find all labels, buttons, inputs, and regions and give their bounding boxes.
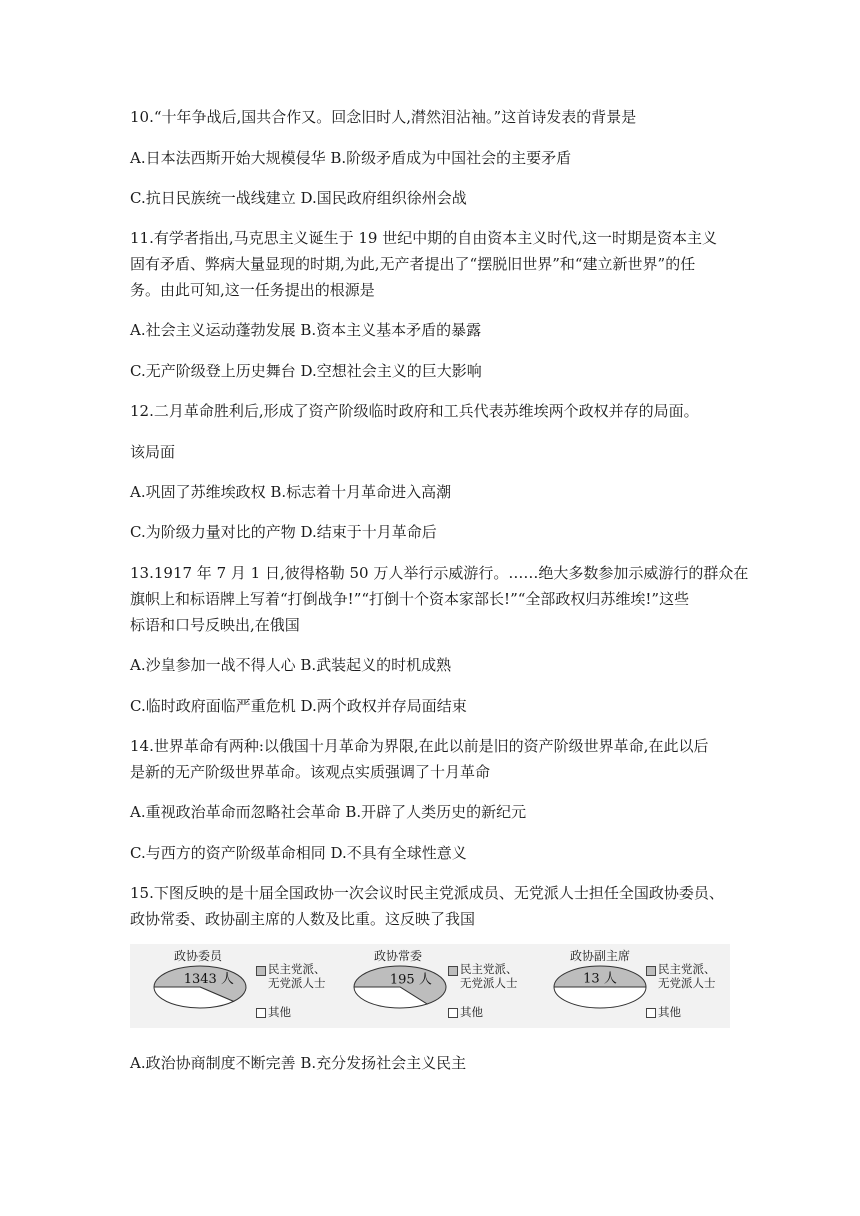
legend-label-democratic-parties: 民主党派、无党派人士 [658,962,716,990]
pie-svg [150,962,254,1012]
legend-label-democratic-parties: 民主党派、无党派人士 [268,962,326,990]
question-11-options-cd: C.无产阶级登上历史舞台 D.空想社会主义的巨大影响 [130,362,482,380]
pie-title: 政协委员 [174,949,223,963]
question-15-stem-line-1: 15.下图反映的是十届全国政协一次会议时民主党派成员、无党派人士担任全国政协委员、 [130,884,724,902]
legend-swatch-other [646,1008,656,1018]
legend-label-other: 其他 [658,1005,681,1019]
pie-chart-vice-chairs [530,944,730,1028]
pie-slice-label: 1343 人 [183,972,234,988]
question-14-stem-line-1: 14.世界革命有两种:以俄国十月革命为界限,在此以前是旧的资产阶级世界革命,在此以后 [130,737,709,755]
question-13-stem-line-1: 13.1917 年 7 月 1 日,彼得格勒 50 万人举行示威游行。……绝大多数参加示威游行的群众在 [130,564,749,582]
pie-chart-figure [130,944,730,1028]
legend-swatch-other [448,1008,458,1018]
pie-slice [554,987,646,1008]
question-13-stem-line-3: 标语和口号反映出,在俄国 [130,616,300,634]
question-10-options-cd: C.抗日民族统一战线建立 D.国民政府组织徐州会战 [130,189,467,207]
pie-chart-committee-members [130,944,330,1028]
question-12-stem-line-2: 该局面 [130,443,176,461]
question-12-stem-line-1: 12.二月革命胜利后,形成了资产阶级临时政府和工兵代表苏维埃两个政权并存的局面。 [130,402,699,420]
question-11-stem-line-3: 务。由此可知,这一任务提出的根源是 [130,281,375,299]
pie-title: 政协副主席 [570,949,631,963]
question-12-options-cd: C.为阶级力量对比的产物 D.结束于十月革命后 [130,523,437,541]
question-13-options-ab: A.沙皇参加一战不得人心 B.武装起义的时机成熟 [130,656,452,674]
pie-svg [350,962,454,1012]
pie-slice-label: 195 人 [389,972,432,988]
question-10-stem: 10.“十年争战后,国共合作又。回念旧时人,潸然泪沾袖。”这首诗发表的背景是 [130,108,637,126]
question-11-stem-line-2: 固有矛盾、弊病大量显现的时期,为此,无产者提出了“摆脱旧世界”和“建立新世界”的任 [130,255,696,273]
legend-label-democratic-parties: 民主党派、无党派人士 [460,962,518,990]
legend-label-other: 其他 [460,1005,483,1019]
pie-slice-label: 13 人 [583,971,617,987]
legend-swatch-democratic-parties [646,966,656,976]
question-15-stem-line-2: 政协常委、政协副主席的人数及比重。这反映了我国 [130,910,476,928]
legend-swatch-democratic-parties [256,966,266,976]
question-14-options-ab: A.重视政治革命而忽略社会革命 B.开辟了人类历史的新纪元 [130,803,527,821]
pie-title: 政协常委 [374,949,423,963]
question-14-options-cd: C.与西方的资产阶级革命相同 D.不具有全球性意义 [130,844,467,862]
legend-label-other: 其他 [268,1005,291,1019]
question-11-options-ab: A.社会主义运动蓬勃发展 B.资本主义基本矛盾的暴露 [130,321,482,339]
pie-chart-standing-committee [330,944,530,1028]
pie-svg [550,962,654,1012]
question-11-stem-line-1: 11.有学者指出,马克思主义诞生于 19 世纪中期的自由资本主义时代,这一时期是资本主义 [130,229,718,247]
question-14-stem-line-2: 是新的无产阶级世界革命。该观点实质强调了十月革命 [130,763,491,781]
question-12-options-ab: A.巩固了苏维埃政权 B.标志着十月革命进入高潮 [130,483,452,501]
question-13-stem-line-2: 旗帜上和标语牌上写着“打倒战争!”“打倒十个资本家部长!”“全部政权归苏维埃!”这些 [130,590,690,608]
legend-swatch-democratic-parties [448,966,458,976]
legend-swatch-other [256,1008,266,1018]
question-10-options-ab: A.日本法西斯开始大规模侵华 B.阶级矛盾成为中国社会的主要矛盾 [130,149,572,167]
question-15-options-ab: A.政治协商制度不断完善 B.充分发扬社会主义民主 [130,1054,467,1072]
question-13-options-cd: C.临时政府面临严重危机 D.两个政权并存局面结束 [130,697,467,715]
